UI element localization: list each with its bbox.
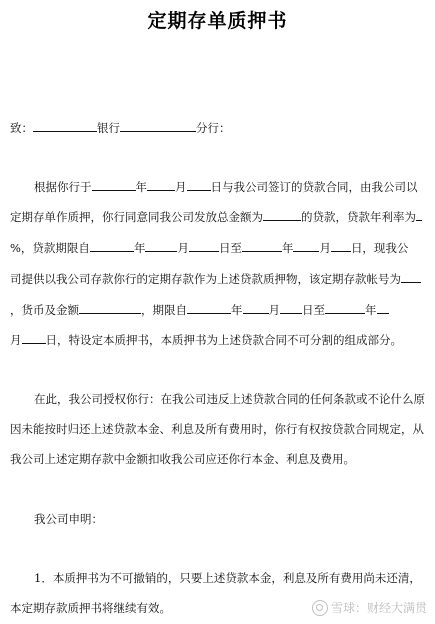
para1-line5: [10, 301, 430, 318]
para2-line2: 因未能按时归还上述贷款本金、利息及所有费用时，你行有权按贷款合同规定，从: [10, 422, 424, 436]
branch-name-blank: [120, 119, 196, 132]
text-span: 年: [135, 180, 147, 194]
para1-line3: [10, 239, 430, 256]
text-span: 司提供以我公司存款你行的定期存款作为上述贷款质押物，该定期存款帐号为: [10, 272, 401, 286]
text-span: 根据你行于: [34, 180, 92, 194]
bank-name-blank: [33, 119, 97, 132]
para1-line6: [10, 331, 430, 348]
year-blank: [90, 239, 134, 252]
day-blank: [187, 178, 211, 191]
text-span: 月: [10, 333, 22, 347]
day-blank: [280, 301, 302, 314]
account-blank: [401, 270, 421, 283]
text-span: 日至: [218, 241, 242, 255]
text-span: 定期存单作质押，你行同意同我公司发放总金额为: [10, 210, 263, 224]
year-blank: [325, 301, 365, 314]
month-blank: [243, 301, 269, 314]
year-blank: [187, 301, 231, 314]
day-blank: [331, 239, 351, 252]
addressee-prefix: 致：: [10, 121, 33, 135]
day-blank: [22, 331, 46, 344]
declaration-heading: 我公司申明：: [34, 512, 103, 526]
text-span: %，贷款期限自: [10, 241, 90, 255]
xueqiu-logo-icon: [312, 600, 328, 616]
text-span: 年: [231, 303, 243, 317]
text-span: 年: [365, 303, 377, 317]
text-span: 月: [319, 241, 331, 255]
year-blank: [92, 178, 136, 191]
branch-label: 分行：: [196, 121, 231, 135]
item1-line2: 本定期存款质押书将继续有效。: [10, 601, 171, 615]
para1-line4: [10, 270, 430, 287]
text-span: 年: [133, 241, 146, 255]
watermark: [312, 599, 427, 616]
text-span: 日至: [302, 303, 325, 317]
document-title: 定期存单质押书: [147, 10, 288, 32]
bank-label: 银行: [97, 121, 120, 135]
text-span: 月: [175, 180, 187, 194]
text-span: 年: [281, 241, 294, 255]
text-span: 月: [268, 303, 280, 317]
para2-line1: 在此，我公司授权你行：在我公司违反上述贷款合同的任何条款或不论什么原: [34, 392, 425, 406]
item1-line1: 1．本质押书为不可撤销的，只要上述贷款本金，利息及所有费用尚未还清，: [34, 571, 421, 585]
month-blank-start: [377, 301, 389, 314]
text-span: ，货币及金额: [10, 303, 79, 317]
text-span: 月: [177, 241, 189, 255]
year-blank: [242, 239, 282, 252]
text-span: 日，现我公: [350, 241, 409, 255]
text-span: 日与我公司签订的贷款合同，由我公司以: [210, 180, 418, 194]
day-blank: [189, 239, 219, 252]
para2-line3: 我公司上述定期存款中金额扣收我公司应还你行本金、利息及费用。: [10, 452, 355, 466]
month-blank: [293, 239, 319, 252]
currency-amount-blank: [79, 301, 141, 314]
text-span: 日，特设定本质押书，本质押书为上述贷款合同不可分割的组成部分。: [45, 333, 402, 347]
month-blank: [147, 178, 175, 191]
rate-blank: [416, 208, 422, 221]
month-blank: [145, 239, 177, 252]
amount-blank: [263, 208, 301, 221]
para1-line1: [34, 178, 435, 195]
text-span: ，期限自: [141, 303, 187, 317]
addressee-line: [10, 119, 430, 136]
text-span: 的贷款，贷款年利率为: [301, 210, 416, 224]
para1-line2: [10, 208, 430, 225]
watermark-text: 雪球：财经大满贯: [330, 601, 427, 615]
